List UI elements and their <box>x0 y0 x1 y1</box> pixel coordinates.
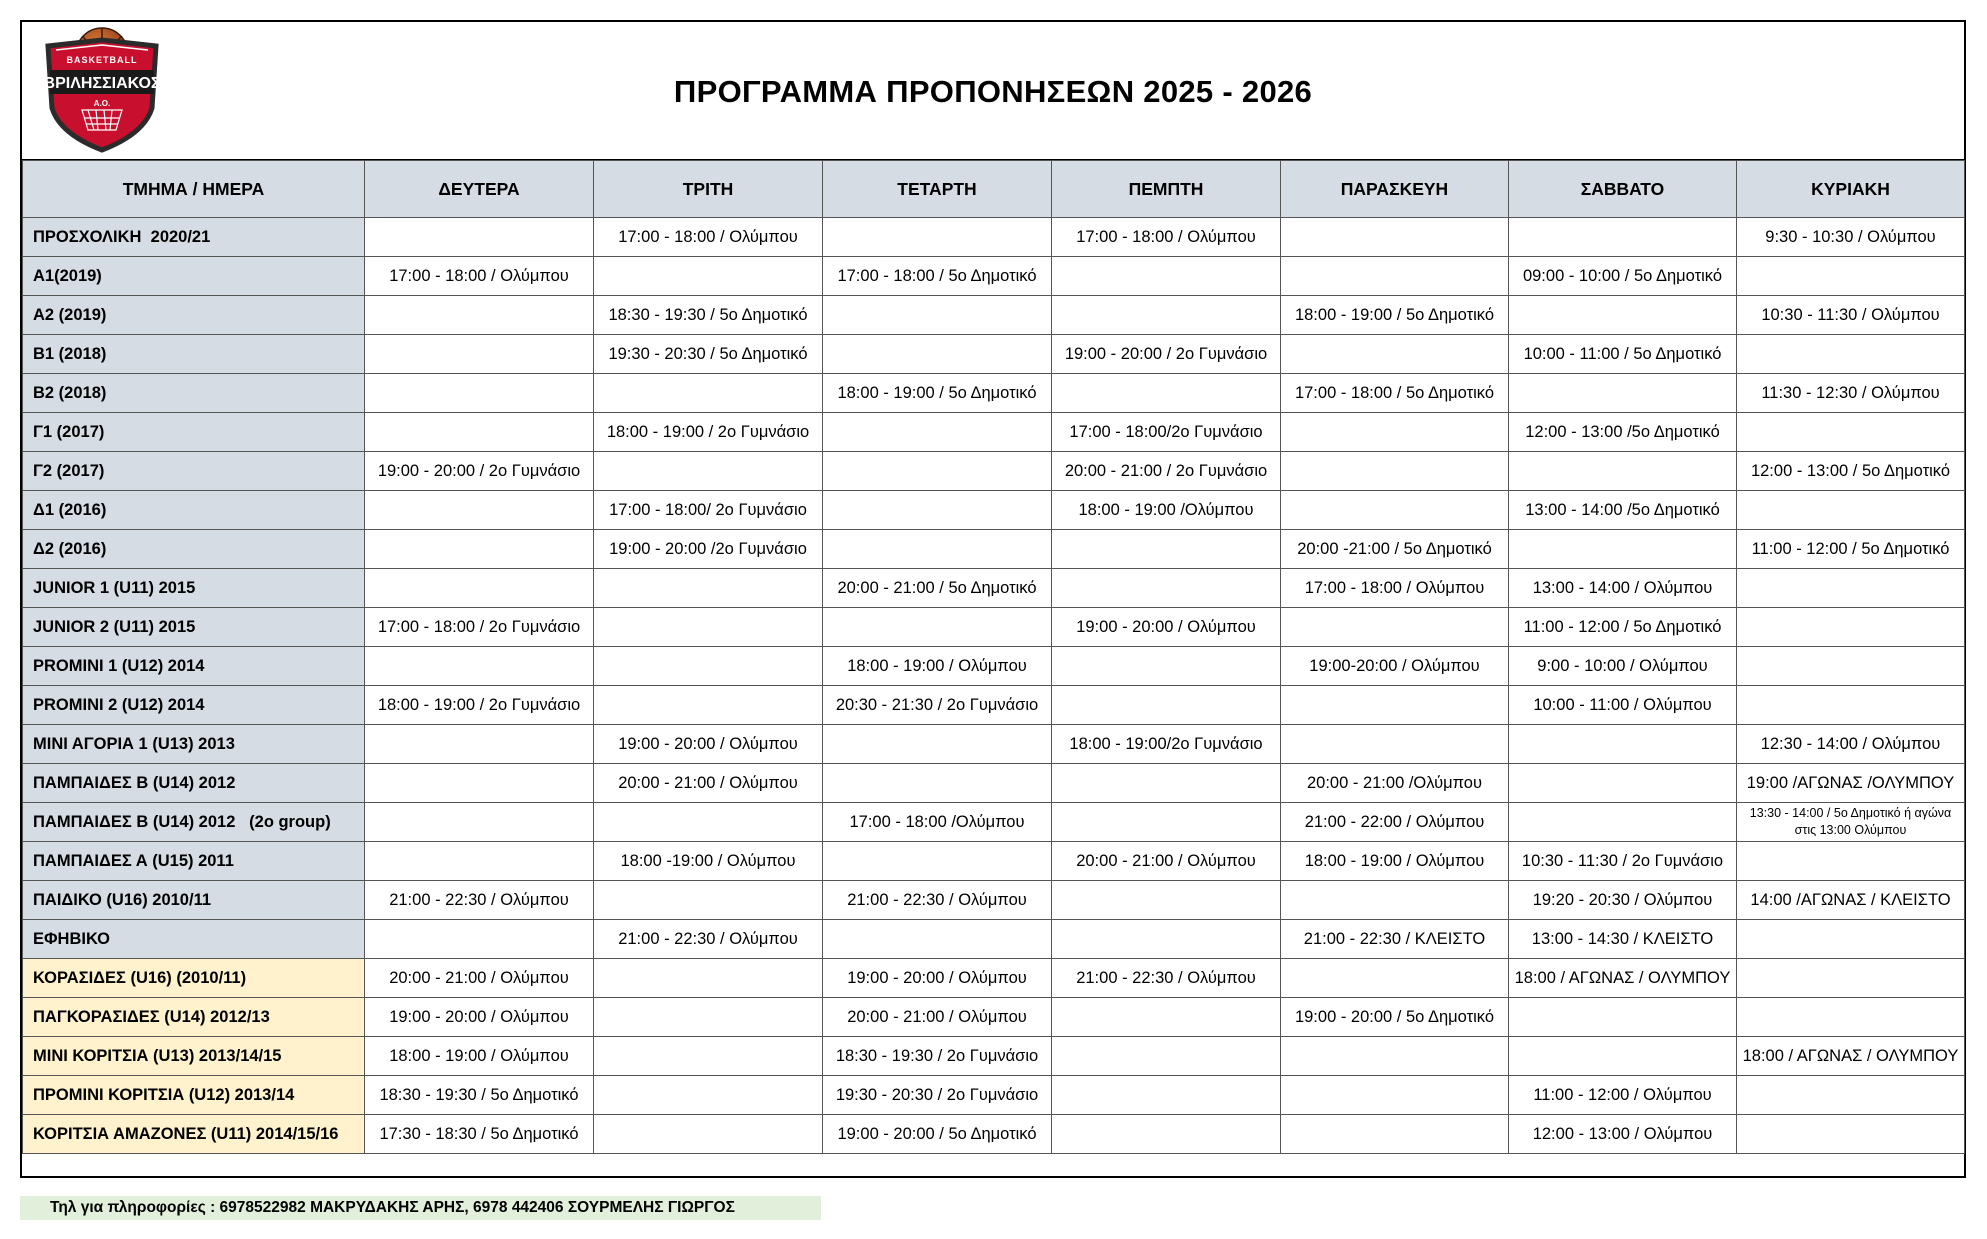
logo-top-text: BASKETBALL <box>66 55 138 65</box>
logo-text: ΒΡΙΛΗΣΣΙΑΚΟΣ <box>43 75 161 92</box>
schedule-cell-tue <box>594 998 823 1037</box>
schedule-cell-fri <box>1281 725 1509 764</box>
schedule-cell-wed: 17:00 - 18:00 /Ολύμπου <box>823 803 1052 842</box>
schedule-cell-fri: 19:00 - 20:00 / 5ο Δημοτικό <box>1281 998 1509 1037</box>
schedule-cell-sat: 18:00 / ΑΓΩΝΑΣ / ΟΛΥΜΠΟΥ <box>1509 959 1737 998</box>
table-row <box>23 491 1965 530</box>
schedule-cell-tue: 20:00 - 21:00 / Ολύμπου <box>594 764 823 803</box>
team-name-cell: ΠΑΜΠΑΙΔΕΣ Α (U15) 2011 <box>23 842 365 881</box>
schedule-cell-thu <box>1052 803 1281 842</box>
schedule-cell-thu <box>1052 686 1281 725</box>
schedule-cell-tue <box>594 374 823 413</box>
table-row <box>23 920 1965 959</box>
schedule-cell-tue <box>594 686 823 725</box>
schedule-cell-thu <box>1052 1115 1281 1154</box>
schedule-cell-sun <box>1737 257 1965 296</box>
schedule-cell-fri <box>1281 1076 1509 1115</box>
table-row <box>23 764 1965 803</box>
schedule-cell-thu <box>1052 647 1281 686</box>
schedule-cell-mon <box>365 296 594 335</box>
schedule-cell-wed: 18:00 - 19:00 / Ολύμπου <box>823 647 1052 686</box>
schedule-cell-tue: 19:00 - 20:00 /2ο Γυμνάσιο <box>594 530 823 569</box>
schedule-cell-mon: 17:00 - 18:00 / 2ο Γυμνάσιο <box>365 608 594 647</box>
schedule-cell-tue <box>594 608 823 647</box>
schedule-cell-mon: 20:00 - 21:00 / Ολύμπου <box>365 959 594 998</box>
schedule-cell-sun: 11:00 - 12:00 / 5ο Δημοτικό <box>1737 530 1965 569</box>
schedule-cell-sat <box>1509 452 1737 491</box>
schedule-cell-mon: 19:00 - 20:00 / 2ο Γυμνάσιο <box>365 452 594 491</box>
schedule-cell-tue: 18:00 -19:00 / Ολύμπου <box>594 842 823 881</box>
schedule-cell-mon <box>365 647 594 686</box>
schedule-cell-sun: 18:00 / ΑΓΩΝΑΣ / ΟΛΥΜΠΟΥ <box>1737 1037 1965 1076</box>
schedule-cell-sun <box>1737 413 1965 452</box>
schedule-cell-thu <box>1052 296 1281 335</box>
schedule-cell-sun: 12:30 - 14:00 / Ολύμπου <box>1737 725 1965 764</box>
table-row <box>23 647 1965 686</box>
schedule-cell-sat: 10:00 - 11:00 / Ολύμπου <box>1509 686 1737 725</box>
schedule-cell-thu <box>1052 257 1281 296</box>
schedule-cell-wed: 19:30 - 20:30 / 2ο Γυμνάσιο <box>823 1076 1052 1115</box>
schedule-cell-sun <box>1737 1115 1965 1154</box>
schedule-cell-wed: 19:00 - 20:00 / Ολύμπου <box>823 959 1052 998</box>
schedule-cell-thu <box>1052 881 1281 920</box>
table-row <box>23 296 1965 335</box>
schedule-cell-mon <box>365 413 594 452</box>
team-name-cell: Β1 (2018) <box>23 335 365 374</box>
team-name-cell: Δ1 (2016) <box>23 491 365 530</box>
schedule-cell-wed: 18:30 - 19:30 / 2ο Γυμνάσιο <box>823 1037 1052 1076</box>
team-name-cell: ΕΦΗΒΙΚΟ <box>23 920 365 959</box>
schedule-cell-fri: 18:00 - 19:00 / 5ο Δημοτικό <box>1281 296 1509 335</box>
schedule-cell-mon <box>365 491 594 530</box>
schedule-cell-wed: 20:00 - 21:00 / Ολύμπου <box>823 998 1052 1037</box>
schedule-cell-tue: 18:30 - 19:30 / 5ο Δημοτικό <box>594 296 823 335</box>
title-row <box>22 22 1964 160</box>
team-name-cell: ΠΡΟΜΙΝΙ ΚΟΡΙΤΣΙΑ (U12) 2013/14 <box>23 1076 365 1115</box>
schedule-cell-mon: 18:00 - 19:00 / 2ο Γυμνάσιο <box>365 686 594 725</box>
schedule-cell-mon <box>365 530 594 569</box>
table-row <box>23 881 1965 920</box>
schedule-cell-sun <box>1737 569 1965 608</box>
schedule-cell-thu: 20:00 - 21:00 / 2ο Γυμνάσιο <box>1052 452 1281 491</box>
schedule-cell-sat: 10:00 - 11:00 / 5ο Δημοτικό <box>1509 335 1737 374</box>
page-title: ΠΡΟΓΡΑΜΜΑ ΠΡΟΠΟΝΗΣΕΩΝ 2025 - 2026 <box>673 74 1313 109</box>
schedule-cell-fri: 17:00 - 18:00 / Ολύμπου <box>1281 569 1509 608</box>
schedule-cell-thu: 18:00 - 19:00/2ο Γυμνάσιο <box>1052 725 1281 764</box>
schedule-cell-sat: 13:00 - 14:00 / Ολύμπου <box>1509 569 1737 608</box>
schedule-cell-tue: 21:00 - 22:30 / Ολύμπου <box>594 920 823 959</box>
schedule-cell-fri <box>1281 1037 1509 1076</box>
schedule-cell-sun: 9:30 - 10:30 / Ολύμπου <box>1737 218 1965 257</box>
schedule-cell-fri: 19:00-20:00 / Ολύμπου <box>1281 647 1509 686</box>
table-row <box>23 413 1965 452</box>
team-name-cell: Α1(2019) <box>23 257 365 296</box>
schedule-cell-thu <box>1052 1076 1281 1115</box>
table-row <box>23 257 1965 296</box>
team-name-cell: ΜΙΝΙ ΚΟΡΙΤΣΙΑ (U13) 2013/14/15 <box>23 1037 365 1076</box>
schedule-cell-sun <box>1737 608 1965 647</box>
team-name-cell: Β2 (2018) <box>23 374 365 413</box>
column-header-team: ΤΜΗΜΑ / ΗΜΕΡΑ <box>23 161 365 218</box>
schedule-cell-tue <box>594 881 823 920</box>
team-name-cell: ΠΑΙΔΙΚΟ (U16) 2010/11 <box>23 881 365 920</box>
column-header-wednesday: ΤΕΤΑΡΤΗ <box>823 161 1052 218</box>
schedule-cell-sat <box>1509 1037 1737 1076</box>
schedule-cell-tue <box>594 803 823 842</box>
schedule-cell-sun <box>1737 1076 1965 1115</box>
schedule-cell-tue: 17:00 - 18:00 / Ολύμπου <box>594 218 823 257</box>
schedule-cell-tue <box>594 1037 823 1076</box>
schedule-cell-tue <box>594 452 823 491</box>
column-header-friday: ΠΑΡΑΣΚΕΥΗ <box>1281 161 1509 218</box>
schedule-cell-fri: 20:00 -21:00 / 5ο Δημοτικό <box>1281 530 1509 569</box>
schedule-cell-mon <box>365 335 594 374</box>
schedule-cell-thu <box>1052 998 1281 1037</box>
schedule-cell-fri: 17:00 - 18:00 / 5ο Δημοτικό <box>1281 374 1509 413</box>
schedule-cell-wed <box>823 725 1052 764</box>
schedule-cell-fri <box>1281 452 1509 491</box>
schedule-cell-wed <box>823 842 1052 881</box>
schedule-cell-mon <box>365 920 594 959</box>
table-row <box>23 608 1965 647</box>
schedule-cell-fri: 21:00 - 22:00 / Ολύμπου <box>1281 803 1509 842</box>
schedule-cell-thu <box>1052 920 1281 959</box>
schedule-cell-wed: 20:30 - 21:30 / 2ο Γυμνάσιο <box>823 686 1052 725</box>
schedule-cell-fri <box>1281 413 1509 452</box>
table-row <box>23 686 1965 725</box>
schedule-cell-mon: 18:30 - 19:30 / 5ο Δημοτικό <box>365 1076 594 1115</box>
schedule-cell-wed <box>823 764 1052 803</box>
schedule-table <box>22 160 1965 1154</box>
team-name-cell: JUNIOR 1 (U11) 2015 <box>23 569 365 608</box>
contact-footer: Τηλ για πληροφορίες : 6978522982 ΜΑΚΡΥΔΑΚΗΣ ΑΡΗΣ, 6978 442406 ΣΟΥΡΜΕΛΗΣ ΓΙΩΡΓΟΣ <box>20 1196 821 1220</box>
schedule-cell-wed: 19:00 - 20:00 / 5ο Δημοτικό <box>823 1115 1052 1154</box>
schedule-cell-tue: 18:00 - 19:00 / 2ο Γυμνάσιο <box>594 413 823 452</box>
schedule-cell-fri <box>1281 257 1509 296</box>
schedule-cell-sun <box>1737 959 1965 998</box>
table-row <box>23 335 1965 374</box>
schedule-cell-sat <box>1509 374 1737 413</box>
schedule-cell-sat: 12:00 - 13:00 /5ο Δημοτικό <box>1509 413 1737 452</box>
schedule-cell-thu: 17:00 - 18:00 / Ολύμπου <box>1052 218 1281 257</box>
schedule-cell-wed: 20:00 - 21:00 / 5ο Δημοτικό <box>823 569 1052 608</box>
schedule-cell-fri: 21:00 - 22:30 / ΚΛΕΙΣΤΟ <box>1281 920 1509 959</box>
team-name-cell: PROMINI 2 (U12) 2014 <box>23 686 365 725</box>
column-header-sunday: ΚΥΡΙΑΚΗ <box>1737 161 1965 218</box>
schedule-cell-thu: 18:00 - 19:00 /Ολύμπου <box>1052 491 1281 530</box>
team-name-cell: PROMINI 1 (U12) 2014 <box>23 647 365 686</box>
schedule-cell-thu: 19:00 - 20:00 / Ολύμπου <box>1052 608 1281 647</box>
team-name-cell: Γ2 (2017) <box>23 452 365 491</box>
schedule-cell-fri <box>1281 218 1509 257</box>
schedule-cell-mon <box>365 764 594 803</box>
schedule-cell-wed <box>823 608 1052 647</box>
schedule-cell-sun <box>1737 998 1965 1037</box>
schedule-cell-thu: 20:00 - 21:00 / Ολύμπου <box>1052 842 1281 881</box>
team-name-cell: JUNIOR 2 (U11) 2015 <box>23 608 365 647</box>
team-name-cell: ΠΑΓΚΟΡΑΣΙΔΕΣ (U14) 2012/13 <box>23 998 365 1037</box>
table-row <box>23 569 1965 608</box>
team-name-cell: Γ1 (2017) <box>23 413 365 452</box>
header-row <box>23 161 1965 218</box>
schedule-cell-sat: 13:00 - 14:00 /5ο Δημοτικό <box>1509 491 1737 530</box>
schedule-cell-thu: 19:00 - 20:00 / 2ο Γυμνάσιο <box>1052 335 1281 374</box>
schedule-cell-mon: 17:00 - 18:00 / Ολύμπου <box>365 257 594 296</box>
schedule-cell-tue <box>594 1115 823 1154</box>
schedule-cell-sun: 13:30 - 14:00 / 5ο Δημοτικό ή αγώνα στις 13:00 Ολύμπου <box>1737 803 1965 842</box>
schedule-cell-wed <box>823 413 1052 452</box>
schedule-cell-sat: 09:00 - 10:00 / 5ο Δημοτικό <box>1509 257 1737 296</box>
schedule-cell-tue <box>594 1076 823 1115</box>
schedule-cell-mon: 21:00 - 22:30 / Ολύμπου <box>365 881 594 920</box>
table-row <box>23 998 1965 1037</box>
schedule-cell-wed <box>823 218 1052 257</box>
schedule-cell-fri <box>1281 686 1509 725</box>
schedule-cell-tue <box>594 257 823 296</box>
schedule-cell-sat <box>1509 803 1737 842</box>
schedule-cell-mon <box>365 374 594 413</box>
schedule-cell-fri <box>1281 959 1509 998</box>
schedule-cell-sat: 11:00 - 12:00 / 5ο Δημοτικό <box>1509 608 1737 647</box>
table-row <box>23 530 1965 569</box>
schedule-cell-mon <box>365 218 594 257</box>
column-header-thursday: ΠΕΜΠΤΗ <box>1052 161 1281 218</box>
schedule-cell-fri: 20:00 - 21:00 /Ολύμπου <box>1281 764 1509 803</box>
schedule-cell-tue: 17:00 - 18:00/ 2ο Γυμνάσιο <box>594 491 823 530</box>
schedule-cell-sun <box>1737 686 1965 725</box>
team-name-cell: ΠΑΜΠΑΙΔΕΣ Β (U14) 2012 (2ο group) <box>23 803 365 842</box>
schedule-cell-tue <box>594 959 823 998</box>
schedule-cell-mon <box>365 569 594 608</box>
schedule-cell-sat: 13:00 - 14:30 / ΚΛΕΙΣΤΟ <box>1509 920 1737 959</box>
schedule-cell-wed <box>823 452 1052 491</box>
team-name-cell: ΠΑΜΠΑΙΔΕΣ Β (U14) 2012 <box>23 764 365 803</box>
team-name-cell: Α2 (2019) <box>23 296 365 335</box>
schedule-cell-sun: 10:30 - 11:30 / Ολύμπου <box>1737 296 1965 335</box>
table-row <box>23 803 1965 842</box>
schedule-cell-mon: 18:00 - 19:00 / Ολύμπου <box>365 1037 594 1076</box>
schedule-cell-sat: 11:00 - 12:00 / Ολύμπου <box>1509 1076 1737 1115</box>
schedule-cell-sat: 12:00 - 13:00 / Ολύμπου <box>1509 1115 1737 1154</box>
column-header-tuesday: ΤΡΙΤΗ <box>594 161 823 218</box>
schedule-cell-wed: 17:00 - 18:00 / 5ο Δημοτικό <box>823 257 1052 296</box>
schedule-cell-wed <box>823 530 1052 569</box>
table-row <box>23 1076 1965 1115</box>
schedule-cell-thu <box>1052 569 1281 608</box>
table-row <box>23 842 1965 881</box>
schedule-body <box>23 218 1965 1154</box>
schedule-cell-sun: 19:00 /ΑΓΩΝΑΣ /ΟΛΥΜΠΟΥ <box>1737 764 1965 803</box>
table-row <box>23 725 1965 764</box>
team-name-cell: ΚΟΡΑΣΙΔΕΣ (U16) (2010/11) <box>23 959 365 998</box>
schedule-cell-sun <box>1737 491 1965 530</box>
schedule-cell-mon <box>365 725 594 764</box>
schedule-cell-thu <box>1052 1037 1281 1076</box>
schedule-cell-thu <box>1052 764 1281 803</box>
schedule-cell-wed <box>823 920 1052 959</box>
column-header-saturday: ΣΑΒΒΑΤΟ <box>1509 161 1737 218</box>
schedule-cell-mon <box>365 842 594 881</box>
table-row <box>23 1037 1965 1076</box>
schedule-cell-thu: 17:00 - 18:00/2ο Γυμνάσιο <box>1052 413 1281 452</box>
table-row <box>23 959 1965 998</box>
schedule-cell-sat <box>1509 764 1737 803</box>
column-header-monday: ΔΕΥΤΕΡΑ <box>365 161 594 218</box>
schedule-cell-fri <box>1281 1115 1509 1154</box>
schedule-cell-fri <box>1281 491 1509 530</box>
schedule-cell-sun <box>1737 842 1965 881</box>
schedule-cell-tue: 19:00 - 20:00 / Ολύμπου <box>594 725 823 764</box>
schedule-cell-fri <box>1281 881 1509 920</box>
schedule-cell-sat: 19:20 - 20:30 / Ολύμπου <box>1509 881 1737 920</box>
schedule-cell-sun <box>1737 647 1965 686</box>
schedule-cell-fri: 18:00 - 19:00 / Ολύμπου <box>1281 842 1509 881</box>
schedule-cell-sat <box>1509 530 1737 569</box>
schedule-cell-sat: 9:00 - 10:00 / Ολύμπου <box>1509 647 1737 686</box>
schedule-cell-tue: 19:30 - 20:30 / 5ο Δημοτικό <box>594 335 823 374</box>
schedule-cell-mon: 17:30 - 18:30 / 5ο Δημοτικό <box>365 1115 594 1154</box>
schedule-cell-sat <box>1509 296 1737 335</box>
schedule-cell-sun: 11:30 - 12:30 / Ολύμπου <box>1737 374 1965 413</box>
schedule-cell-sat <box>1509 218 1737 257</box>
schedule-cell-mon: 19:00 - 20:00 / Ολύμπου <box>365 998 594 1037</box>
schedule-cell-sun: 12:00 - 13:00 / 5ο Δημοτικό <box>1737 452 1965 491</box>
schedule-cell-wed <box>823 296 1052 335</box>
schedule-cell-tue <box>594 569 823 608</box>
team-name-cell: ΚΟΡΙΤΣΙΑ ΑΜΑΖΟΝΕΣ (U11) 2014/15/16 <box>23 1115 365 1154</box>
schedule-cell-thu <box>1052 530 1281 569</box>
schedule-cell-fri <box>1281 608 1509 647</box>
table-row <box>23 452 1965 491</box>
schedule-cell-wed: 18:00 - 19:00 / 5ο Δημοτικό <box>823 374 1052 413</box>
table-row <box>23 374 1965 413</box>
schedule-cell-sun <box>1737 920 1965 959</box>
team-name-cell: Δ2 (2016) <box>23 530 365 569</box>
schedule-cell-sat <box>1509 725 1737 764</box>
schedule-cell-tue <box>594 647 823 686</box>
table-row <box>23 218 1965 257</box>
schedule-cell-thu: 21:00 - 22:30 / Ολύμπου <box>1052 959 1281 998</box>
schedule-cell-wed <box>823 491 1052 530</box>
schedule-cell-fri <box>1281 335 1509 374</box>
schedule-sheet <box>20 20 1966 1178</box>
schedule-cell-thu <box>1052 374 1281 413</box>
schedule-cell-sat: 10:30 - 11:30 / 2ο Γυμνάσιο <box>1509 842 1737 881</box>
logo-bottom-text: Α.Ο. <box>93 99 111 108</box>
schedule-cell-sun: 14:00 /ΑΓΩΝΑΣ / ΚΛΕΙΣΤΟ <box>1737 881 1965 920</box>
schedule-cell-sat <box>1509 998 1737 1037</box>
team-name-cell: ΠΡΟΣΧΟΛΙΚΗ 2020/21 <box>23 218 365 257</box>
schedule-cell-mon <box>365 803 594 842</box>
schedule-cell-wed <box>823 335 1052 374</box>
schedule-cell-sun <box>1737 335 1965 374</box>
team-name-cell: ΜΙΝΙ ΑΓΟΡΙΑ 1 (U13) 2013 <box>23 725 365 764</box>
schedule-cell-wed: 21:00 - 22:30 / Ολύμπου <box>823 881 1052 920</box>
table-row <box>23 1115 1965 1154</box>
